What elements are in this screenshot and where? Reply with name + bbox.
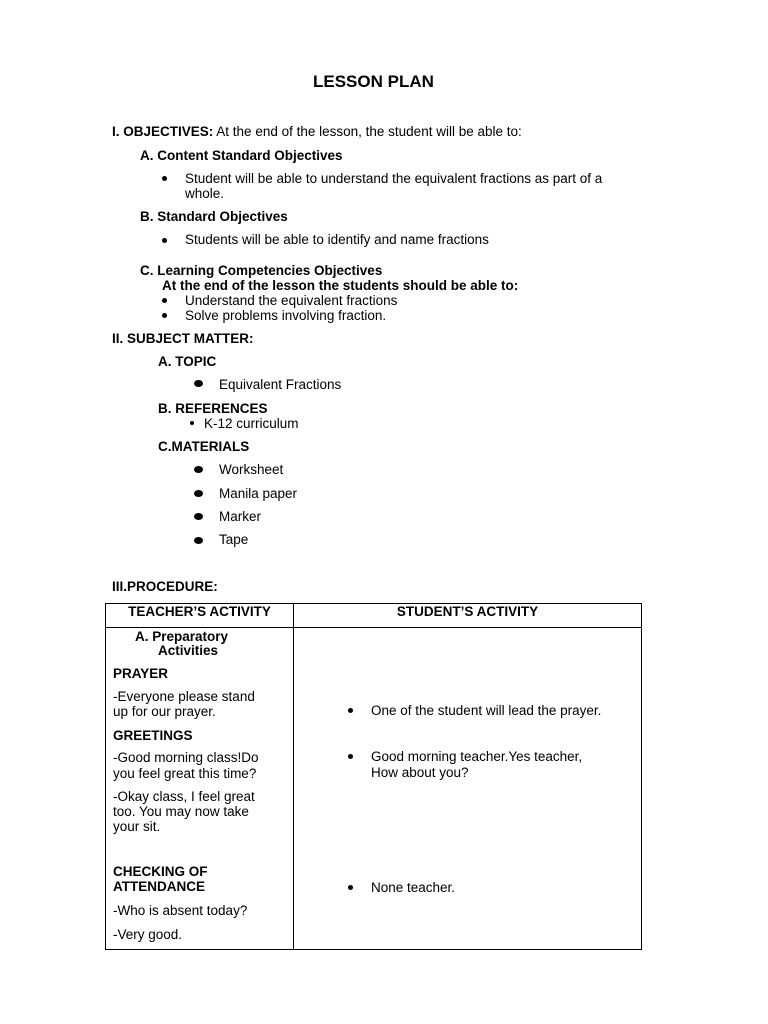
objectives-heading: I. OBJECTIVES: [112,124,214,139]
table-row [106,628,642,950]
subject-matter-heading: II. SUBJECT MATTER: [112,331,254,346]
prayer-heading: PRAYER [113,666,169,681]
procedure-table [105,603,642,950]
bullet-icon [194,380,203,387]
greetings-heading: GREETINGS [113,728,193,743]
attendance-heading-line1: CHECKING OF [113,864,208,879]
material-item: Marker [219,509,262,524]
material-item: Manila paper [219,486,298,501]
teacher-activity-header: TEACHER’S ACTIVITY [106,604,294,628]
greeting-line: you feel great this time? [113,766,257,781]
bullet-icon [348,708,353,713]
material-item: Worksheet [219,462,284,477]
student-prayer-response: One of the student will lead the prayer. [371,703,602,718]
student-attendance-response: None teacher. [371,880,456,895]
learning-competencies-heading: C. Learning Competencies Objectives [140,263,383,278]
bullet-icon [162,238,167,243]
bullet-icon [190,421,194,425]
topic-item: Equivalent Fractions [219,377,342,392]
bullet-icon [194,466,203,473]
table-header-row [106,604,642,628]
bullet-icon [194,513,203,520]
materials-heading: C.MATERIALS [158,439,250,454]
standard-objectives-item: Students will be able to identify and name fractions [185,232,489,247]
learning-competencies-sub: At the end of the lesson the students should be able to: [162,278,519,293]
greeting-line: -Good morning class!Do [113,750,259,765]
material-item: Tape [219,532,249,547]
standard-objectives-heading: B. Standard Objectives [140,209,288,224]
bullet-icon [162,313,167,318]
reference-item: K-12 curriculum [204,416,299,431]
student-greeting-response-line2: How about you? [371,765,469,780]
competency-item: Understand the equivalent fractions [185,293,398,308]
objectives-line [112,124,522,139]
content-standard-item-line1: Student will be able to understand the equivalent fractions as part of a [185,171,603,186]
bullet-icon [348,885,353,890]
bullet-icon [162,298,167,303]
student-greeting-response-line1: Good morning teacher.Yes teacher, [371,749,583,764]
bullet-icon [194,537,203,544]
content-standard-item-line2: whole. [185,186,225,201]
greeting-line: too. You may now take [113,804,249,819]
content-standard-heading: A. Content Standard Objectives [140,148,343,163]
student-activity-header: STUDENT’S ACTIVITY [294,604,642,628]
topic-heading: A. TOPIC [158,354,217,369]
preparatory-heading-line2: Activities [158,643,219,658]
greeting-line: -Okay class, I feel great [113,789,255,804]
attendance-closing: -Very good. [113,927,183,942]
competency-item: Solve problems involving fraction. [185,308,387,323]
attendance-heading-line2: ATTENDANCE [113,879,205,894]
prayer-line: -Everyone please stand [113,689,255,704]
student-activity-cell [294,628,642,950]
teacher-activity-cell [106,628,294,950]
bullet-icon [348,754,353,759]
objectives-intro: At the end of the lesson, the student will be able to: [216,124,522,139]
prayer-line: up for our prayer. [113,704,216,719]
preparatory-heading-line1: A. Preparatory [135,629,229,644]
attendance-question: -Who is absent today? [113,903,248,918]
references-heading: B. REFERENCES [158,401,268,416]
greeting-line: your sit. [113,819,161,834]
bullet-icon [194,490,203,497]
page-title: LESSON PLAN [313,72,434,91]
procedure-heading: III.PROCEDURE: [112,579,218,594]
bullet-icon [162,176,167,181]
